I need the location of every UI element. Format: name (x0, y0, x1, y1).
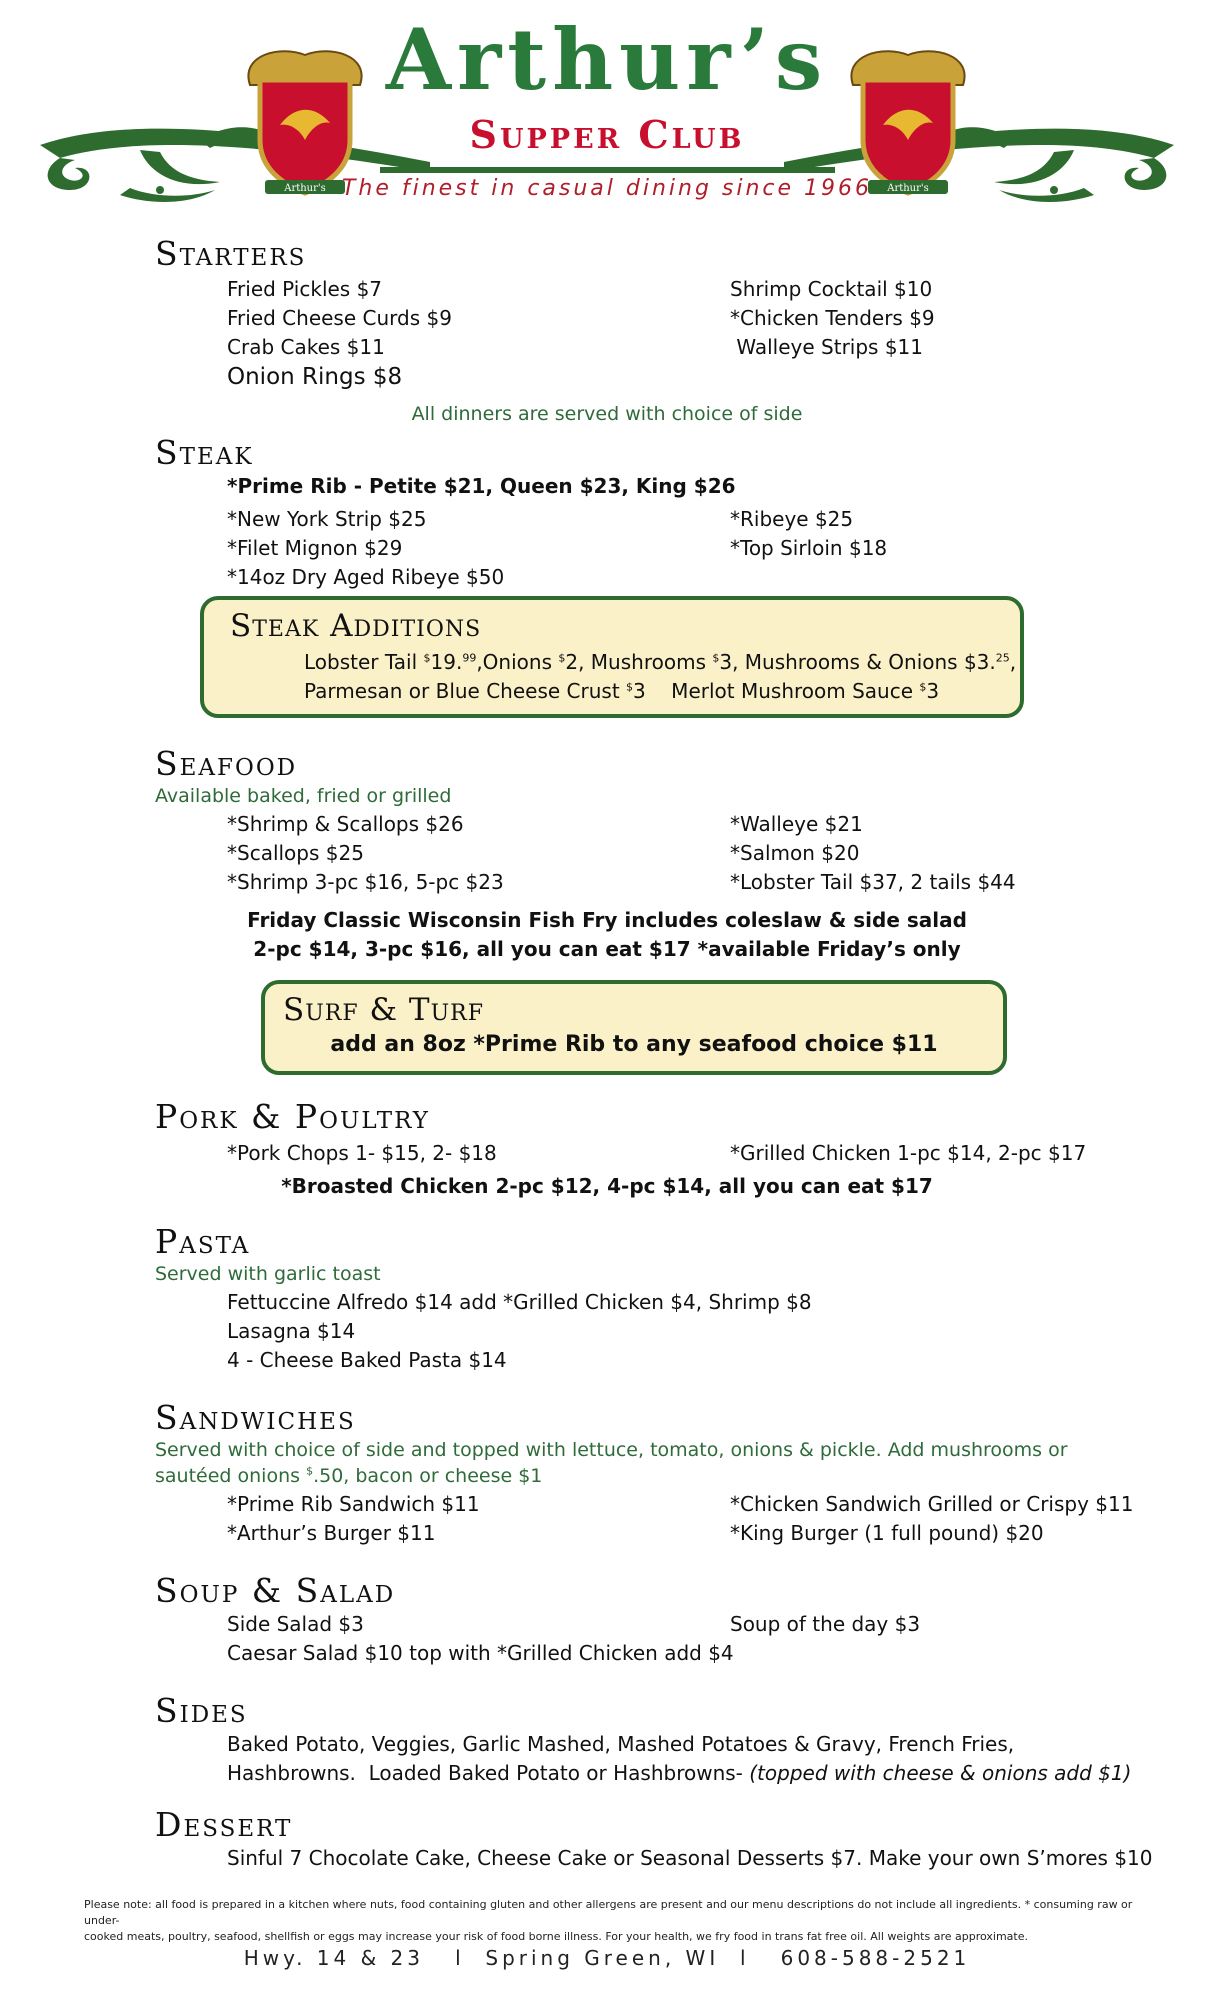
menu-item: *Pork Chops 1- $15, 2- $18 (227, 1141, 497, 1165)
seafood-note: Available baked, fried or grilled (155, 785, 452, 807)
tagline: The finest in casual dining since 1966 (341, 176, 873, 201)
pasta-note: Served with garlic toast (155, 1263, 381, 1285)
menu-item: *Shrimp 3-pc $16, 5-pc $23 (227, 870, 504, 894)
menu-item: *Arthur’s Burger $11 (227, 1521, 436, 1545)
menu-item: *New York Strip $25 (227, 507, 427, 531)
steak-additions-line-1: Lobster Tail $19.99,Onions $2, Mushrooms $3, Mushrooms & Onions $3.25, (304, 650, 1017, 674)
sandwiches-note-line-1: Served with choice of side and topped with lettuce, tomato, onions & pickle. Add mushrooms or (155, 1439, 1068, 1461)
sides-line-1: Baked Potato, Veggies, Garlic Mashed, Mashed Potatoes & Gravy, French Fries, (227, 1732, 1015, 1756)
surf-turf-heading: Surf & Turf (283, 992, 484, 1028)
menu-item: *Lobster Tail $37, 2 tails $44 (730, 870, 1016, 894)
sides-heading: Sides (155, 1691, 248, 1730)
steak-additions-heading: Steak Additions (230, 608, 482, 644)
menu-item: Crab Cakes $11 (227, 335, 385, 359)
footer-phone: 608-588-2521 (780, 1946, 971, 1970)
menu-item: Onion Rings $8 (227, 364, 403, 390)
menu-item: Side Salad $3 (227, 1612, 364, 1636)
sandwiches-heading: Sandwiches (155, 1398, 356, 1437)
footer-city: Spring Green, WI (485, 1946, 720, 1970)
menu-item: *Filet Mignon $29 (227, 536, 403, 560)
sandwiches-note-line-2: sautéed onions $.50, bacon or cheese $1 (155, 1464, 543, 1487)
menu-item: *14oz Dry Aged Ribeye $50 (227, 565, 505, 589)
menu-item: Fried Cheese Curds $9 (227, 306, 452, 330)
dinner-note: All dinners are served with choice of side (411, 403, 803, 425)
menu-item: *Prime Rib Sandwich $11 (227, 1492, 480, 1516)
seafood-heading: Seafood (155, 744, 298, 783)
surf-turf-text: add an 8oz *Prime Rib to any seafood choice $11 (330, 1032, 938, 1057)
menu-item: Lasagna $14 (227, 1319, 356, 1343)
menu-item: *Walleye $21 (730, 812, 863, 836)
menu-item: *Salmon $20 (730, 841, 860, 865)
menu-item: *Ribeye $25 (730, 507, 854, 531)
soup-salad-heading: Soup & Salad (155, 1571, 396, 1610)
disclaimer-line-1: Please note: all food is prepared in a kitchen where nuts, food containing gluten and other allergens are present and our menu descriptions do not include all ingredients. * consuming raw or under- (84, 1898, 1133, 1927)
pasta-heading: Pasta (155, 1222, 251, 1261)
svg-text:Arthur's: Arthur's (284, 183, 326, 194)
menu-item: *Chicken Sandwich Grilled or Crispy $11 (730, 1492, 1134, 1516)
menu-item: *Chicken Tenders $9 (730, 306, 935, 330)
menu-item: *King Burger (1 full pound) $20 (730, 1521, 1044, 1545)
menu-item: Fried Pickles $7 (227, 277, 383, 301)
footer-address: Hwy. 14 & 23 (243, 1946, 425, 1970)
svg-text:Arthur's: Arthur's (887, 183, 929, 194)
restaurant-name: Arthur’s (385, 10, 829, 109)
menu-item: Walleye Strips $11 (730, 335, 923, 359)
disclaimer-line-2: cooked meats, poultry, seafood, shellfish or eggs may increase your risk of food borne illness. For your health, we fry food in trans fat free oil. All weights are approximate. (84, 1929, 1028, 1943)
menu-item: *Scallops $25 (227, 841, 364, 865)
dessert-line: Sinful 7 Chocolate Cake, Cheese Cake or Seasonal Desserts $7. Make your own S’mores $10 (227, 1846, 1153, 1870)
steak-additions-line-2: Parmesan or Blue Cheese Crust $3 Merlot Mushroom Sauce $3 (304, 679, 940, 703)
broasted-chicken-item: *Broasted Chicken 2-pc $12, 4-pc $14, all you can eat $17 (281, 1174, 933, 1198)
prime-rib-item: *Prime Rib - Petite $21, Queen $23, King $26 (227, 474, 736, 498)
menu-item: Caesar Salad $10 top with *Grilled Chicken add $4 (227, 1641, 734, 1665)
menu-item: *Grilled Chicken 1-pc $14, 2-pc $17 (730, 1141, 1087, 1165)
sides-line-2: Hashbrowns. Loaded Baked Potato or Hashbrowns- (topped with cheese & onions add $1) (227, 1761, 1132, 1785)
fish-fry-line-2: 2-pc $14, 3-pc $16, all you can eat $17 *available Friday’s only (253, 937, 961, 961)
starters-heading: Starters (155, 234, 307, 273)
fish-fry-line-1: Friday Classic Wisconsin Fish Fry includes coleslaw & side salad (247, 908, 967, 932)
menu-item: Soup of the day $3 (730, 1612, 921, 1636)
surf-turf-box (261, 980, 1007, 1075)
dessert-heading: Dessert (155, 1805, 293, 1844)
restaurant-subtitle: Supper Club (469, 112, 745, 157)
menu-item: Fettuccine Alfredo $14 add *Grilled Chicken $4, Shrimp $8 (227, 1290, 812, 1314)
menu-item: 4 - Cheese Baked Pasta $14 (227, 1348, 507, 1372)
menu-item: *Top Sirloin $18 (730, 536, 888, 560)
menu-item: *Shrimp & Scallops $26 (227, 812, 464, 836)
allergen-disclaimer (84, 1897, 1134, 1945)
menu-item: Shrimp Cocktail $10 (730, 277, 933, 301)
steak-additions-box (200, 596, 1024, 718)
steak-heading: Steak (155, 433, 254, 472)
footer-contact: Hwy. 14 & 23 l Spring Green, WI l 608-588-2521 (243, 1946, 971, 1970)
pork-poultry-heading: Pork & Poultry (155, 1097, 430, 1136)
